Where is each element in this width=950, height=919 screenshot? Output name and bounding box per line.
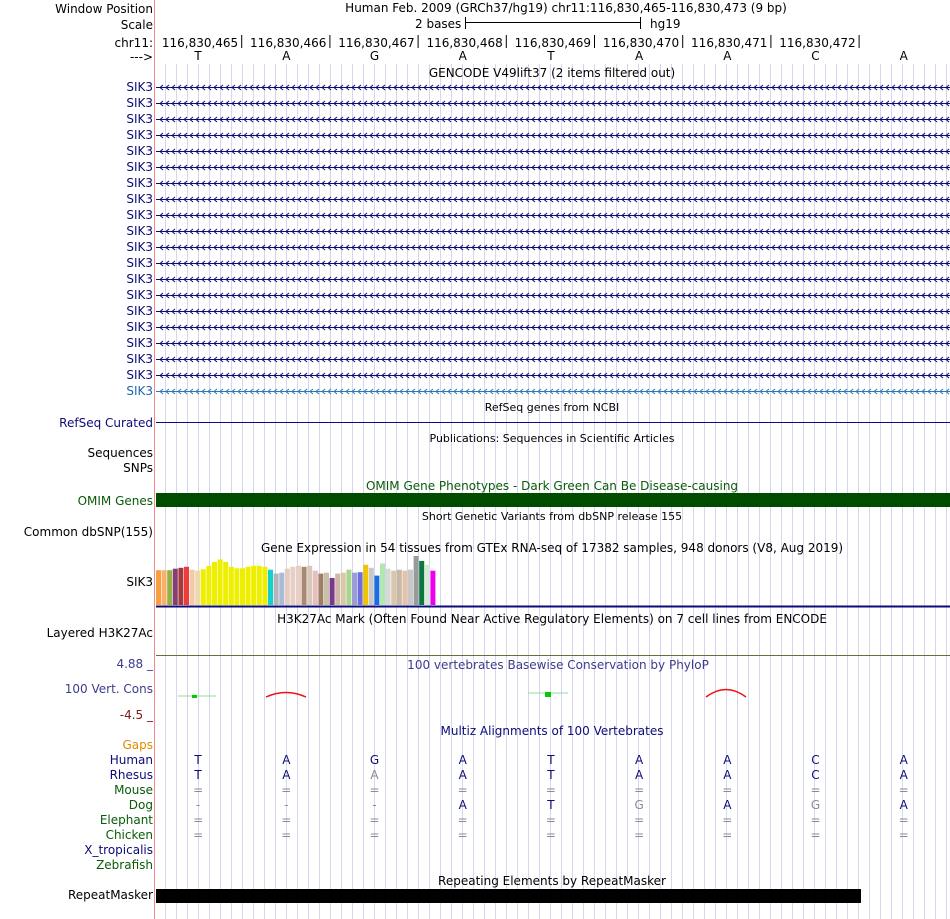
strand-label: --->	[129, 50, 153, 64]
multiz-base: A	[458, 768, 467, 782]
gtex-bar-24[interactable]	[285, 569, 290, 605]
multiz-base: =	[722, 828, 733, 842]
gencode-gene-label-3[interactable]: SIK3	[126, 112, 153, 126]
multiz-base: -	[284, 798, 289, 812]
multiz-base: A	[458, 798, 467, 812]
gtex-bar-2[interactable]	[162, 570, 167, 605]
multiz-base: =	[810, 783, 821, 797]
omim-gene-bar[interactable]	[156, 493, 950, 507]
gencode-track-title: GENCODE V49lift37 (2 items filtered out)	[428, 66, 676, 80]
gtex-bar-50[interactable]	[430, 571, 435, 605]
ruler-base-1: T	[194, 49, 202, 63]
multiz-base: -	[195, 798, 201, 812]
multiz-base: =	[722, 813, 733, 827]
multiz-base: A	[899, 753, 908, 767]
multiz-base: A	[282, 753, 291, 767]
multiz-base: T	[547, 768, 555, 782]
gtex-bar-3[interactable]	[167, 570, 172, 605]
ruler-position-6: 116,830,470	[602, 36, 680, 50]
refseq-track-title: RefSeq genes from NCBI	[484, 401, 620, 414]
gencode-gene-label-4[interactable]: SIK3	[126, 128, 153, 142]
gtex-bar-49[interactable]	[425, 565, 430, 605]
gtex-bar-15[interactable]	[234, 568, 239, 605]
phylop-label[interactable]: 100 Vert. Cons	[64, 682, 153, 696]
gtex-bar-12[interactable]	[218, 559, 223, 605]
gtex-bar-31[interactable]	[324, 573, 329, 605]
omim-label[interactable]: OMIM Genes	[77, 494, 153, 508]
gencode-gene-label-12[interactable]: SIK3	[126, 256, 153, 270]
gtex-bar-36[interactable]	[352, 573, 357, 605]
multiz-base: =	[369, 828, 380, 842]
refseq-label[interactable]: RefSeq Curated	[59, 416, 153, 430]
gtex-bar-16[interactable]	[240, 568, 245, 605]
ruler-position-7: 116,830,471	[691, 36, 768, 50]
gtex-bar-22[interactable]	[274, 574, 279, 605]
gtex-bar-5[interactable]	[178, 568, 183, 605]
ruler-base-3: G	[369, 49, 380, 63]
multiz-base: A	[723, 798, 732, 812]
ruler-position-5: 116,830,469	[514, 36, 591, 50]
multiz-track-title: Multiz Alignments of 100 Vertebrates	[440, 724, 664, 738]
phylop-ymax: 4.88 _	[116, 657, 153, 671]
multiz-base: =	[634, 783, 645, 797]
gtex-bar-25[interactable]	[290, 567, 295, 605]
multiz-base: =	[193, 813, 204, 827]
multiz-base: =	[193, 828, 204, 842]
publications-track-title: Publications: Sequences in Scientific Articles	[429, 432, 675, 445]
gtex-bar-34[interactable]	[341, 573, 346, 605]
phylop-mark-1	[192, 695, 197, 698]
multiz-base: =	[810, 813, 821, 827]
gtex-bar-43[interactable]	[391, 571, 396, 605]
gtex-bar-33[interactable]	[335, 574, 340, 605]
gtex-bar-29[interactable]	[313, 571, 318, 605]
gtex-bar-46[interactable]	[408, 570, 413, 605]
gencode-gene-label-7[interactable]: SIK3	[126, 176, 153, 190]
ruler-position-1: 116,830,465	[161, 36, 239, 50]
ruler-position-2: 116,830,466	[250, 36, 327, 50]
gaps-label[interactable]: Gaps	[122, 738, 153, 752]
multiz-base: =	[457, 783, 468, 797]
multiz-species-dog[interactable]: Dog	[128, 798, 153, 812]
ruler-position-4: 116,830,468	[426, 36, 503, 50]
gtex-bar-32[interactable]	[330, 578, 335, 605]
gtex-bar-20[interactable]	[262, 567, 267, 605]
multiz-base: =	[634, 813, 645, 827]
gtex-bar-30[interactable]	[318, 574, 323, 605]
gtex-bar-4[interactable]	[173, 569, 178, 605]
gtex-bar-28[interactable]	[307, 566, 312, 605]
gencode-gene-label-14[interactable]: SIK3	[126, 288, 153, 302]
h3k27ac-label[interactable]: Layered H3K27Ac	[46, 626, 153, 640]
multiz-base: =	[545, 783, 556, 797]
multiz-base: =	[281, 828, 292, 842]
ruler-base-9: A	[899, 49, 908, 63]
multiz-base: =	[457, 828, 468, 842]
gtex-bar-18[interactable]	[251, 566, 256, 605]
multiz-base: A	[899, 768, 908, 782]
multiz-species-elephant[interactable]: Elephant	[99, 813, 153, 827]
multiz-base: T	[194, 768, 202, 782]
gtex-bar-35[interactable]	[346, 570, 351, 605]
multiz-species-mouse[interactable]: Mouse	[114, 783, 153, 797]
gtex-bar-13[interactable]	[223, 562, 228, 605]
ruler-base-5: T	[547, 49, 555, 63]
gencode-gene-label-16[interactable]: SIK3	[126, 320, 153, 334]
multiz-base: =	[193, 783, 204, 797]
multiz-base: C	[811, 768, 820, 782]
gtex-bar-11[interactable]	[212, 562, 217, 605]
multiz-base: =	[634, 828, 645, 842]
multiz-base: =	[457, 813, 468, 827]
multiz-base: G	[634, 798, 644, 812]
gtex-bar-9[interactable]	[201, 569, 206, 605]
phylop-track-title: 100 vertebrates Basewise Conservation by PhyloP	[407, 658, 709, 672]
chrom-label: chr11:	[114, 36, 153, 50]
gtex-expression-bars[interactable]	[156, 556, 435, 605]
gencode-gene-label-18[interactable]: SIK3	[126, 352, 153, 366]
gtex-bar-47[interactable]	[414, 556, 419, 605]
gtex-bar-44[interactable]	[397, 570, 402, 605]
repeatmasker-label[interactable]: RepeatMasker	[67, 888, 153, 902]
multiz-base: A	[458, 753, 467, 767]
gtex-bar-48[interactable]	[419, 561, 424, 605]
ruler-position-3: 116,830,467	[338, 36, 415, 50]
assembly-position-text: Human Feb. 2009 (GRCh37/hg19) chr11:116,830,465-116,830,473 (9 bp)	[345, 1, 787, 15]
multiz-base: =	[722, 783, 733, 797]
multiz-base: T	[194, 753, 202, 767]
multiz-base: =	[369, 813, 380, 827]
ruler-base-8: C	[811, 49, 820, 63]
multiz-base: -	[372, 798, 377, 812]
multiz-base: =	[369, 783, 380, 797]
ruler-base-4: A	[458, 49, 467, 63]
gencode-gene-label-17[interactable]: SIK3	[126, 336, 153, 350]
ruler-base-6: A	[634, 49, 644, 63]
multiz-base: =	[545, 813, 556, 827]
snps-label[interactable]: SNPs	[123, 461, 153, 475]
multiz-species-human[interactable]: Human	[109, 753, 153, 767]
gtex-bar-38[interactable]	[363, 565, 368, 605]
gtex-bar-8[interactable]	[195, 571, 200, 605]
gencode-gene-label-13[interactable]: SIK3	[126, 272, 153, 286]
scale-label: Scale	[120, 18, 153, 32]
multiz-species-x_tropicalis[interactable]: X_tropicalis	[84, 843, 153, 857]
gencode-gene-label-15[interactable]: SIK3	[126, 304, 153, 318]
sequences-label[interactable]: Sequences	[87, 446, 153, 460]
multiz-base: A	[370, 768, 379, 782]
multiz-base: =	[898, 828, 909, 842]
gencode-gene-label-2[interactable]: SIK3	[126, 96, 153, 110]
gtex-bar-40[interactable]	[374, 576, 379, 605]
gtex-bar-23[interactable]	[279, 573, 284, 605]
ruler-base-2: A	[282, 49, 291, 63]
multiz-base: A	[899, 798, 908, 812]
multiz-species-chicken[interactable]: Chicken	[105, 828, 153, 842]
gtex-bar-1[interactable]	[156, 570, 161, 605]
gencode-gene-label-9[interactable]: SIK3	[126, 208, 153, 222]
multiz-base: C	[811, 753, 820, 767]
multiz-base: G	[369, 753, 380, 767]
multiz-base: G	[810, 798, 821, 812]
gtex-bar-39[interactable]	[369, 568, 374, 605]
gtex-bar-10[interactable]	[206, 566, 211, 605]
gtex-bar-19[interactable]	[257, 566, 262, 605]
gencode-gene-label-10[interactable]: SIK3	[126, 224, 153, 238]
gtex-bar-37[interactable]	[358, 572, 363, 605]
multiz-base: A	[634, 768, 644, 782]
ruler-base-7: A	[723, 49, 732, 63]
multiz-base: =	[545, 828, 556, 842]
multiz-species-rhesus[interactable]: Rhesus	[109, 768, 153, 782]
multiz-base: A	[282, 768, 291, 782]
gtex-bar-27[interactable]	[302, 567, 307, 605]
h3k27ac-track-title: H3K27Ac Mark (Often Found Near Active Regulatory Elements) on 7 cell lines from ENCODE	[277, 612, 827, 626]
window-position-label: Window Position	[55, 2, 153, 16]
gtex-bar-26[interactable]	[296, 566, 301, 605]
multiz-base: A	[723, 753, 732, 767]
multiz-base: A	[634, 753, 644, 767]
repeatmasker-track-title: Repeating Elements by RepeatMasker	[438, 874, 666, 888]
multiz-base: =	[810, 828, 821, 842]
multiz-species-zebrafish[interactable]: Zebrafish	[96, 858, 153, 872]
scale-db: hg19	[650, 17, 681, 31]
gencode-gene-label-5[interactable]: SIK3	[126, 144, 153, 158]
gencode-gene-label-20[interactable]: SIK3	[126, 384, 153, 398]
gtex-bar-7[interactable]	[190, 570, 195, 605]
gencode-gene-label-8[interactable]: SIK3	[126, 192, 153, 206]
gtex-bar-21[interactable]	[268, 570, 273, 605]
gencode-gene-label-19[interactable]: SIK3	[126, 368, 153, 382]
dbsnp-label[interactable]: Common dbSNP(155)	[23, 525, 153, 539]
gtex-bar-6[interactable]	[184, 567, 189, 605]
multiz-base: T	[547, 753, 555, 767]
multiz-base: =	[281, 783, 292, 797]
gtex-bar-17[interactable]	[246, 567, 251, 605]
ruler-position-8: 116,830,472	[779, 36, 856, 50]
dbsnp-track-title: Short Genetic Variants from dbSNP release 155	[421, 510, 683, 523]
repeatmasker-block[interactable]	[156, 889, 861, 903]
multiz-base: =	[898, 783, 909, 797]
gtex-track-title: Gene Expression in 54 tissues from GTEx RNA-seq of 17382 samples, 948 donors (V8, Aug 2019)	[260, 541, 844, 555]
multiz-base: =	[281, 813, 292, 827]
gtex-bar-14[interactable]	[229, 567, 234, 605]
phylop-mark-5	[545, 692, 551, 697]
multiz-base: =	[898, 813, 909, 827]
gtex-bar-41[interactable]	[380, 563, 385, 605]
multiz-base: T	[547, 798, 555, 812]
scale-text: 2 bases	[415, 17, 462, 31]
gencode-gene-label-11[interactable]: SIK3	[126, 240, 153, 254]
gtex-bar-45[interactable]	[402, 571, 407, 605]
gencode-gene-label-1[interactable]: SIK3	[126, 80, 153, 94]
omim-track-title: OMIM Gene Phenotypes - Dark Green Can Be Disease-causing	[365, 479, 739, 493]
gtex-label[interactable]: SIK3	[126, 575, 153, 589]
gencode-gene-label-6[interactable]: SIK3	[126, 160, 153, 174]
gtex-bar-42[interactable]	[386, 569, 391, 605]
phylop-ymin: -4.5 _	[119, 708, 153, 722]
multiz-base: A	[723, 768, 732, 782]
